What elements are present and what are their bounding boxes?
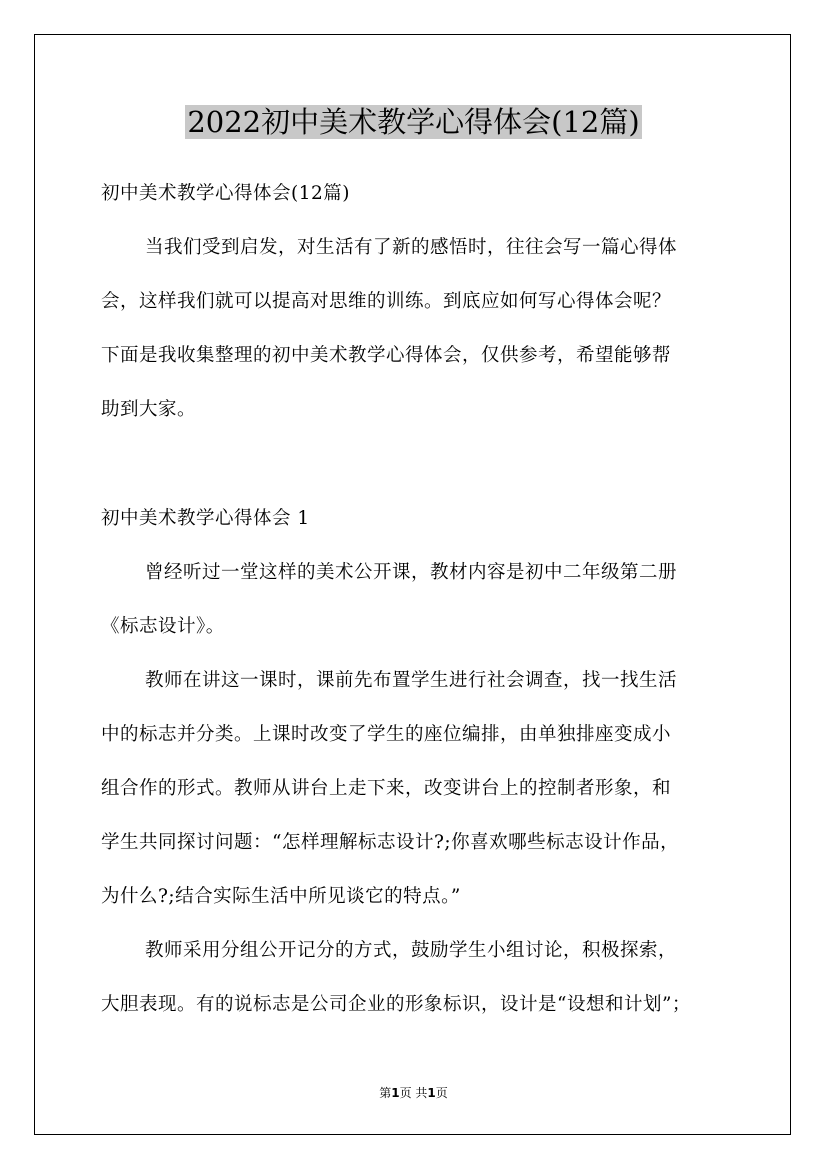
paragraph-1-line-2: 《标志设计》。 (101, 616, 225, 637)
paragraph-2-line-1: 教师在讲这一课时，课前先布置学生进行社会调查，找一找生活 (145, 670, 678, 691)
paragraph-3-line-2: 大胆表现。有的说标志是公司企业的形象标识，设计是“设想和计划”； (101, 994, 691, 1015)
paragraph-2-line-2: 中的标志并分类。上课时改变了学生的座位编排，由单独排座变成小 (101, 724, 672, 745)
footer-total-pages: 1 (427, 1086, 436, 1100)
section-heading: 初中美术教学心得体会 1 (101, 508, 310, 529)
document-title (0, 102, 827, 142)
paragraph-2-line-4: 学生共同探讨问题：“怎样理解标志设计?;你喜欢哪些标志设计作品， (101, 832, 680, 853)
footer-mid: 页 共 (399, 1086, 428, 1100)
footer-prefix: 第 (379, 1086, 392, 1100)
page-footer (0, 1085, 827, 1101)
intro-line-4: 助到大家。 (101, 399, 197, 420)
document-subtitle: 初中美术教学心得体会(12篇) (101, 183, 350, 204)
paragraph-2-line-3: 组合作的形式。教师从讲台上走下来，改变讲台上的控制者形象，和 (101, 778, 672, 799)
paragraph-2-line-5: 为什么?;结合实际生活中所见谈它的特点。” (101, 886, 461, 907)
document-title-text: 2022初中美术教学心得体会(12篇) (187, 105, 640, 139)
paragraph-1-line-1: 曾经听过一堂这样的美术公开课，教材内容是初中二年级第二册 (145, 562, 678, 583)
footer-page-number: 1 (391, 1086, 400, 1100)
intro-line-2: 会，这样我们就可以提高对思维的训练。到底应如何写心得体会呢？ (101, 291, 672, 312)
intro-line-1: 当我们受到启发，对生活有了新的感悟时，往往会写一篇心得体 (145, 237, 678, 258)
footer-suffix: 页 (435, 1086, 448, 1100)
paragraph-3-line-1: 教师采用分组公开记分的方式，鼓励学生小组讨论，积极探索， (145, 940, 678, 961)
intro-line-3: 下面是我收集整理的初中美术教学心得体会，仅供参考，希望能够帮 (101, 345, 672, 366)
